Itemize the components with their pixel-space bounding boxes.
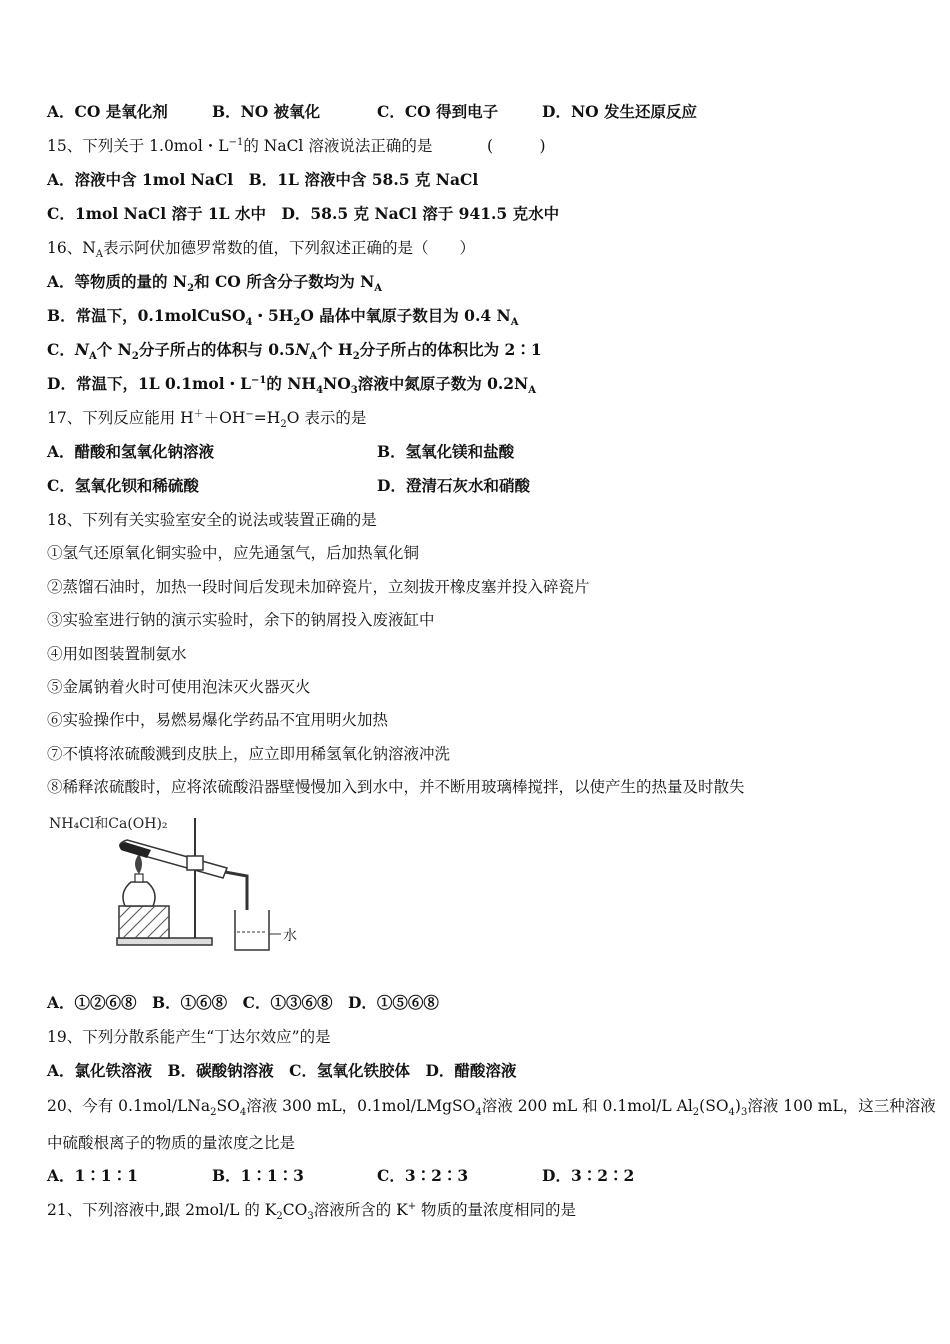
q16-option-b: B．常温下，0.1molCuSO$_4$・$5H_2O$ 晶体中氧原子数目为 0.4 $N_A$ [47,306,519,329]
q14-option-b: B．NO 被氧化 [212,102,321,121]
q20-stem-line-2: 中硫酸根离子的物质的量浓度之比是 [47,1134,296,1152]
q17-option-a: A．醋酸和氢氧化钠溶液 [47,442,215,461]
q14-option-a: A．CO 是氧化剂 [47,102,168,121]
q15-paren: ( ) [487,137,546,155]
q20-option-b: B．1∶1∶3 [212,1166,304,1185]
q18-item: ①氢气还原氧化铜实验中，应先通氢气，后加热氧化铜 [47,544,420,562]
q18-options: A．①②⑥⑧ B．①⑥⑧ C．①③⑥⑧ D．①⑤⑥⑧ [47,993,439,1012]
lamp-flame [135,854,142,874]
lamp-wick-holder [135,874,143,882]
q14-option-d: D．NO 发生还原反应 [542,102,698,121]
q16-option-c: C．$N_A$个 $N_2$分子所占的体积与 $0.5N_A$个 $H_2$分子所占的体积比为 2∶1 [47,340,542,363]
q20-option-a: A．1∶1∶1 [47,1166,138,1185]
q18-item: ⑧稀释浓硫酸时，应将浓硫酸沿器壁慢慢加入到水中，并不断用玻璃棒搅拌，以使产生的热量及时散失 [47,778,745,796]
test-tube [120,840,227,878]
q18-stem: 18、下列有关实验室安全的说法或装置正确的是 [47,511,377,529]
q17-option-b: B．氢氧化镁和盐酸 [377,442,515,461]
q19-options: A．氯化铁溶液 B．碳酸钠溶液 C．氢氧化铁胶体 D．醋酸溶液 [47,1061,517,1080]
beaker [235,910,269,950]
figure-label-reagent: NH₄Cl和Ca(OH)₂ [49,816,168,832]
q15-stem: 15、下列关于 1.0mol・$L^{-1}$的 NaCl 溶液说法正确的是 ( ) [47,136,546,155]
figure-label-water: 水 [283,928,297,944]
q14-option-c: C．CO 得到电子 [377,102,499,121]
q16-stem: 16、$N_A$表示阿伏加德罗常数的值，下列叙述正确的是（ ） [47,239,476,261]
q18-item: ③实验室进行钠的演示实验时，余下的钠屑投入废液缸中 [47,611,435,629]
tube-clamp [187,856,203,870]
q18-item: ④用如图装置制氨水 [47,645,187,663]
q18-item: ②蒸馏石油时，加热一段时间后发现未加碎瓷片，立刻拔开橡皮塞并投入碎瓷片 [47,578,590,596]
q17-stem: 17、下列反应能用 $H^++OH^-=H_2O$ 表示的是 [47,408,367,431]
q20-option-d: D．3∶2∶2 [542,1166,635,1185]
q18-item: ⑥实验操作中，易燃易爆化学药品不宜用明火加热 [47,711,389,729]
stand-base [117,938,212,945]
q15-options-row-1: A．溶液中含 1mol NaCl B．1L 溶液中含 58.5 克 NaCl [47,170,479,189]
q19-stem: 19、下列分散系能产生“丁达尔效应”的是 [47,1028,331,1046]
q16-option-d: D．常温下，1L 0.1mol・$L^{-1}$的 $NH_4NO_3$溶液中氮原子数为 $0.2N_A$ [47,374,536,397]
alcohol-lamp [123,882,155,906]
ammonia-apparatus-figure [47,810,307,980]
q16-option-a: A．等物质的量的 $N_2$和 CO 所含分子数均为 $N_A$ [47,272,383,295]
q15-options-row-2: C．1mol NaCl 溶于 1L 水中 D．58.5 克 NaCl 溶于 941.5 克水中 [47,204,560,223]
q21-stem: 21、下列溶液中,跟 2mol/L 的 $K_2CO_3$溶液所含的 K+ 物质的量浓度相同的是 [47,1200,577,1223]
q18-item: ⑦不慎将浓硫酸溅到皮肤上，应立即用稀氢氧化钠溶液冲洗 [47,745,451,763]
q17-option-c: C．氢氧化钡和稀硫酸 [47,476,199,495]
q17-option-d: D．澄清石灰水和硝酸 [377,476,530,495]
q20-option-c: C．3∶2∶3 [377,1166,469,1185]
q20-stem-line-1: 20、今有 $0.1mol/LNa_2SO_4$溶液 300 mL，0.1mol/LMgSO$_4$溶液 200 mL 和 0.1mol/L $Al_2(SO_4)_3$溶液 100 mL，这三种溶液 [47,1097,936,1119]
q18-item: ⑤金属钠着火时可使用泡沫灭火器灭火 [47,678,311,696]
